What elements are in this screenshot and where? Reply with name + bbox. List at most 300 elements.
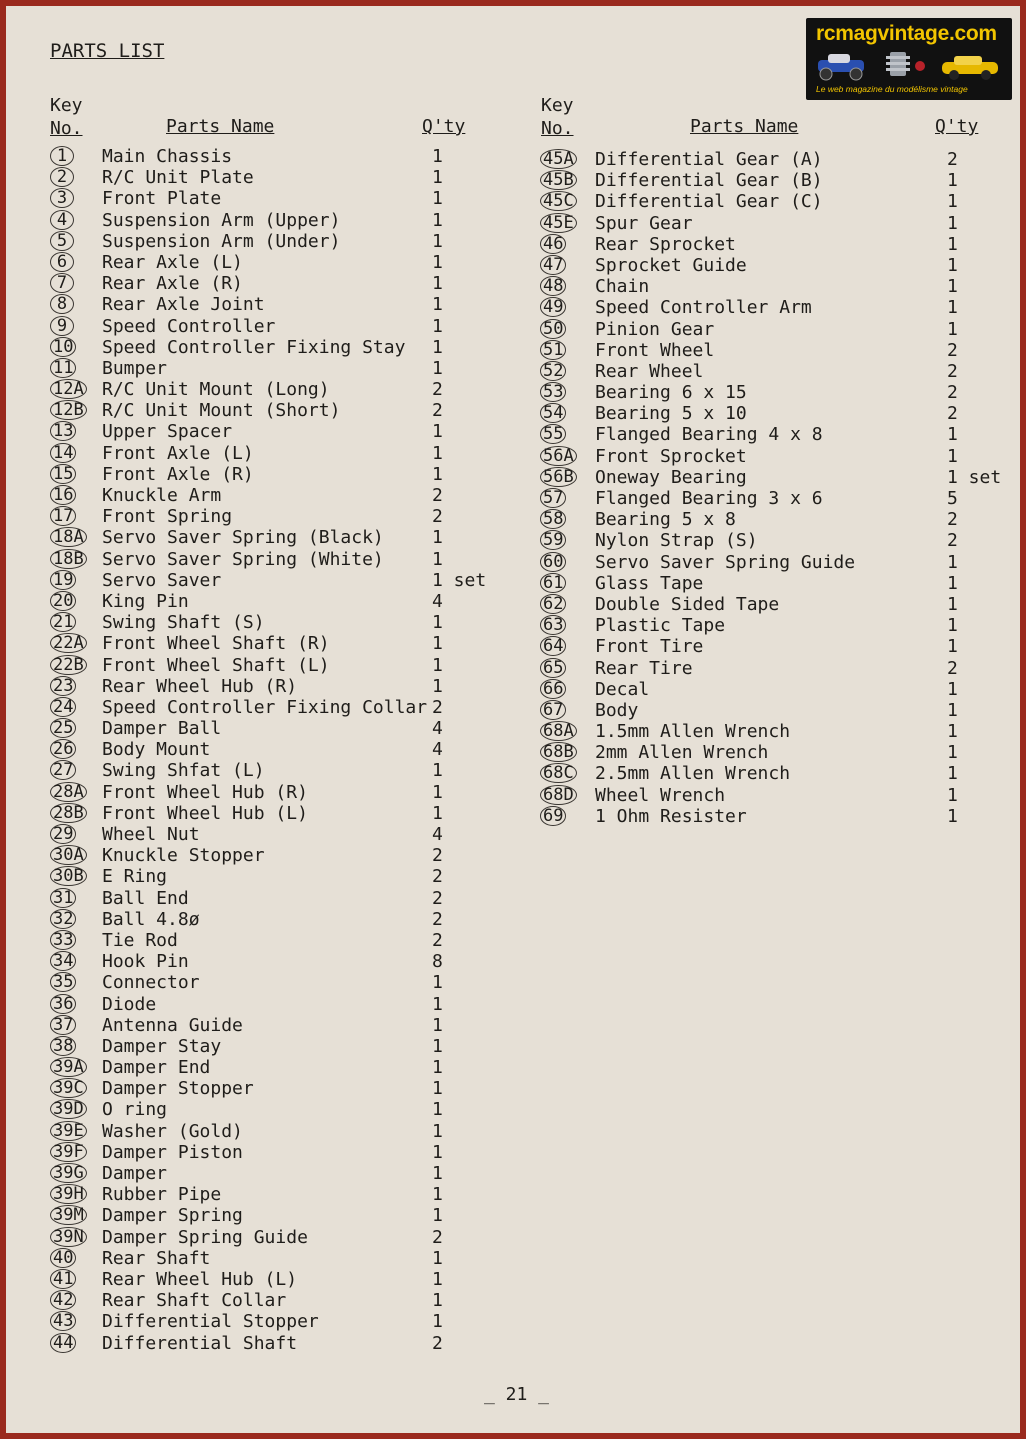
left-parts-list [50,146,510,1354]
part-row [50,252,510,273]
key-number: 60 [540,552,566,572]
part-row [50,655,510,676]
part-row [50,379,510,400]
part-row [50,951,510,972]
key-number: 65 [540,658,566,678]
part-name: Wheel Wrench [595,784,726,806]
part-name: Main Chassis [102,146,233,167]
part-name: Pinion Gear [595,318,715,340]
part-qty: 1 [432,548,443,570]
part-row [50,1184,510,1205]
part-name: Sprocket Guide [595,254,747,276]
part-qty: 2 [947,382,958,404]
page-number: _ 21 _ [484,1384,550,1405]
key-number: 53 [540,382,566,402]
key-number: 45E [540,213,577,233]
part-row [50,782,510,803]
part-row [50,1015,510,1036]
key-number: 64 [540,636,566,656]
part-name: Servo Saver [102,569,222,591]
part-name: Damper Stay [102,1035,222,1057]
part-name: R/C Unit Mount (Short) [102,400,341,422]
part-name: O ring [102,1099,168,1121]
right-parts-list [540,149,1010,827]
part-row [540,721,1010,742]
part-qty: 1 [432,1078,443,1100]
key-number: 47 [540,255,566,275]
part-name: Swing Shfat (L) [102,760,265,782]
part-row [50,612,510,633]
part-row [50,718,510,739]
part-name: Damper Stopper [102,1078,254,1100]
part-name: Front Wheel [595,339,715,361]
part-row [540,149,1010,170]
key-number: 17 [50,506,76,526]
key-number: 16 [50,485,76,505]
part-row [50,1036,510,1057]
part-row [50,866,510,887]
part-qty: 1 [432,1099,443,1121]
part-qty: 2 [432,887,443,909]
key-number: 37 [50,1015,76,1035]
part-qty: 1 [432,357,443,379]
part-row [50,146,510,167]
part-qty: 2 [432,506,443,528]
part-qty: 1 [432,675,443,697]
part-name: Knuckle Stopper [102,845,265,867]
part-row [540,552,1010,573]
part-name: Rear Shaft Collar [102,1290,287,1312]
part-row [540,742,1010,763]
part-row [50,972,510,993]
key-number: 29 [50,824,76,844]
part-row [50,421,510,442]
key-number: 14 [50,443,76,463]
part-qty: 1 [947,763,958,785]
part-qty: 1 [432,188,443,210]
part-row [50,824,510,845]
page-title: PARTS LIST [50,40,165,62]
part-row [50,1290,510,1311]
part-qty: 1 [432,760,443,782]
part-row [50,570,510,591]
part-row [540,319,1010,340]
part-qty: 2 [432,866,443,888]
key-number: 25 [50,718,76,738]
part-name: Damper [102,1163,168,1184]
part-name: E Ring [102,866,168,888]
part-qty: 4 [432,824,443,845]
part-name: Body Mount [102,739,211,761]
part-qty: 2 [432,908,443,930]
part-qty: 2 [947,509,958,531]
part-qty: 1 set [432,569,487,591]
part-row [50,527,510,548]
key-number: 5 [50,231,74,251]
part-row [50,1099,510,1120]
part-row [540,403,1010,424]
part-name: Servo Saver Spring (White) [102,548,384,570]
key-number: 62 [540,594,566,614]
part-name: Rear Wheel Hub (R) [102,675,298,697]
part-qty: 2 [947,403,958,425]
right-qty-header: Q'ty [935,116,979,137]
part-name: Oneway Bearing [595,466,747,488]
key-number: 28B [50,803,87,823]
part-row [540,382,1010,403]
part-name: Front Plate [102,188,222,210]
part-row [50,294,510,315]
document-page [6,6,1020,1433]
part-name: Flanged Bearing 4 x 8 [595,424,823,446]
part-name: 2mm Allen Wrench [595,742,769,764]
part-row [540,340,1010,361]
part-qty: 1 [947,699,958,721]
part-row [540,170,1010,191]
key-header-line2: No. [50,118,83,139]
part-row [50,506,510,527]
part-row [50,443,510,464]
key-number: 39M [50,1205,87,1225]
key-number: 36 [50,994,76,1014]
part-row [50,1311,510,1332]
part-name: Rear Wheel [595,360,704,382]
part-row [50,485,510,506]
part-row [540,700,1010,721]
part-name: Antenna Guide [102,1014,243,1036]
part-qty: 2 [947,339,958,361]
key-number: 55 [540,424,566,444]
part-qty: 1 [947,784,958,806]
part-row [50,464,510,485]
key-number: 6 [50,252,74,272]
part-row [540,530,1010,551]
part-qty: 1 [432,1247,443,1269]
part-qty: 1 [947,721,958,743]
left-key-header [50,94,83,140]
key-number: 59 [540,530,566,550]
part-name: Damper Spring Guide [102,1226,308,1248]
part-row [50,803,510,824]
key-number: 22A [50,633,87,653]
part-row [50,1205,510,1226]
part-qty: 4 [432,739,443,761]
part-qty: 1 [432,294,443,316]
key-number: 23 [50,676,76,696]
right-key-header [541,94,574,140]
part-qty: 2 [947,530,958,552]
key-number: 39G [50,1163,87,1183]
part-row [50,337,510,358]
part-row [50,273,510,294]
part-name: Front Wheel Hub (L) [102,802,308,824]
part-row [50,845,510,866]
logo-title: rcmagvintage.com [816,22,997,45]
part-qty: 8 [432,951,443,973]
part-row [540,679,1010,700]
part-name: Speed Controller Fixing Stay [102,336,406,358]
part-qty: 1 [432,315,443,337]
key-number: 1 [50,146,74,166]
part-qty: 1 [947,170,958,192]
key-number: 11 [50,358,76,378]
part-qty: 1 [432,1035,443,1057]
part-qty: 1 [947,233,958,255]
logo-tagline: Le web magazine du modélisme vintage [816,84,968,94]
part-qty: 2 [947,657,958,679]
part-name: Swing Shaft (S) [102,612,265,634]
part-qty: 1 [947,805,958,827]
part-name: Bumper [102,357,168,379]
part-row [540,276,1010,297]
key-number: 34 [50,951,76,971]
vintage-models-icon [814,48,1004,82]
part-name: Rear Wheel Hub (L) [102,1268,298,1290]
left-qty-header: Q'ty [422,116,466,137]
part-qty: 2 [432,1332,443,1354]
part-qty: 1 [947,445,958,467]
key-number: 45C [540,191,577,211]
key-number: 10 [50,337,76,357]
part-name: Front Sprocket [595,445,747,467]
key-number: 68C [540,763,577,783]
part-qty: 2 [947,149,958,170]
part-qty: 1 [432,1057,443,1079]
key-number: 57 [540,488,566,508]
key-number: 8 [50,294,74,314]
part-row [540,488,1010,509]
part-qty: 5 [947,488,958,509]
part-name: Front Tire [595,636,704,658]
key-number: 30B [50,866,87,886]
key-number: 13 [50,421,76,441]
part-name: Rear Axle (R) [102,273,243,295]
key-number: 41 [50,1269,76,1289]
part-row [540,615,1010,636]
part-name: Spur Gear [595,212,693,234]
part-row [50,167,510,188]
part-row [50,316,510,337]
key-number: 56A [540,446,577,466]
part-qty: 2 [432,696,443,718]
part-row [540,255,1010,276]
part-name: Differential Shaft [102,1332,298,1354]
key-number: 56B [540,467,577,487]
part-qty: 1 [432,442,443,464]
part-qty: 2 [432,400,443,422]
part-qty: 1 [947,551,958,573]
part-name: Nylon Strap (S) [595,530,758,552]
part-name: Washer (Gold) [102,1120,243,1142]
part-name: Body [595,699,639,721]
part-row [50,358,510,379]
part-qty: 1 [947,191,958,213]
part-row [50,930,510,951]
part-name: Damper Spring [102,1205,243,1227]
part-qty: 1 [947,572,958,594]
part-qty: 1 [947,297,958,319]
part-row [50,188,510,209]
key-number: 7 [50,273,74,293]
key-number: 9 [50,316,74,336]
key-number: 45A [540,149,577,169]
part-qty: 1 [432,463,443,485]
part-qty: 1 [432,146,443,167]
part-qty: 1 [947,254,958,276]
key-number: 68D [540,785,577,805]
part-name: King Pin [102,590,189,612]
key-number: 51 [540,340,566,360]
part-name: Ball End [102,887,189,909]
part-row [50,676,510,697]
part-row [540,573,1010,594]
key-number: 49 [540,297,566,317]
part-name: R/C Unit Plate [102,167,254,189]
part-qty: 1 [432,1184,443,1206]
part-name: Front Wheel Hub (R) [102,781,308,803]
key-number: 30A [50,845,87,865]
key-number: 39E [50,1121,87,1141]
part-row [50,1121,510,1142]
key-number: 69 [540,806,566,826]
part-name: R/C Unit Mount (Long) [102,379,330,401]
key-number: 43 [50,1311,76,1331]
part-name: Front Wheel Shaft (L) [102,654,330,676]
part-row [50,400,510,421]
part-qty: 1 [947,424,958,446]
part-qty: 4 [432,718,443,740]
key-number: 3 [50,188,74,208]
part-name: Wheel Nut [102,824,200,845]
part-name: Front Wheel Shaft (R) [102,633,330,655]
part-name: Flanged Bearing 3 x 6 [595,488,823,509]
part-name: Rear Axle Joint [102,294,265,316]
key-number: 61 [540,573,566,593]
part-row [540,213,1010,234]
part-name: Damper Ball [102,718,222,740]
left-parts-name-header: Parts Name [166,116,275,137]
part-name: Double Sided Tape [595,593,780,615]
part-name: Bearing 5 x 8 [595,509,736,531]
part-qty: 1 [947,678,958,700]
part-qty: 1 [947,276,958,298]
part-qty: 1 [432,802,443,824]
part-row [50,1248,510,1269]
key-number: 46 [540,234,566,254]
part-name: 2.5mm Allen Wrench [595,763,791,785]
key-number: 19 [50,570,76,590]
key-number: 35 [50,972,76,992]
part-name: Hook Pin [102,951,189,973]
part-name: Connector [102,972,200,994]
key-number: 2 [50,167,74,187]
part-name: Speed Controller Fixing Collar [102,696,428,718]
part-qty: 2 [432,845,443,867]
key-number: 67 [540,700,566,720]
part-name: 1.5mm Allen Wrench [595,721,791,743]
part-qty: 1 set [947,466,1002,488]
part-row [540,763,1010,784]
part-name: Damper Piston [102,1141,243,1163]
key-number: 44 [50,1333,76,1353]
part-row [50,1227,510,1248]
part-row [540,594,1010,615]
part-row [540,785,1010,806]
key-number: 68A [540,721,577,741]
car-icon [942,56,998,80]
right-parts-name-header: Parts Name [690,116,799,137]
part-qty: 1 [432,251,443,273]
part-row [50,1142,510,1163]
key-number: 24 [50,697,76,717]
part-row [50,994,510,1015]
part-name: Differential Stopper [102,1311,319,1333]
part-name: Rear Axle (L) [102,251,243,273]
part-name: Damper End [102,1057,211,1079]
part-name: Glass Tape [595,572,704,594]
part-row [50,697,510,718]
part-row [540,191,1010,212]
part-qty: 1 [947,593,958,615]
part-name: Rear Sprocket [595,233,736,255]
key-number: 40 [50,1248,76,1268]
part-row [540,806,1010,827]
part-name: Ball 4.8ø [102,908,200,930]
part-row [540,361,1010,382]
part-row [50,909,510,930]
part-name: Knuckle Arm [102,485,222,506]
part-qty: 1 [432,972,443,994]
key-number: 39H [50,1184,87,1204]
part-qty: 1 [432,230,443,252]
part-row [50,1163,510,1184]
part-row [540,636,1010,657]
part-qty: 1 [432,1311,443,1333]
key-number: 39D [50,1099,87,1119]
part-row [50,210,510,231]
part-name: Speed Controller [102,315,276,337]
buggy-icon [818,54,864,80]
part-name: Servo Saver Spring Guide [595,551,856,573]
key-number: 39A [50,1057,87,1077]
part-row [50,739,510,760]
key-number: 39N [50,1227,87,1247]
part-row [50,1078,510,1099]
part-row [50,591,510,612]
part-row [50,231,510,252]
part-name: Rear Shaft [102,1247,211,1269]
key-header-line1: Key [50,95,83,116]
part-qty: 1 [432,1268,443,1290]
part-qty: 1 [432,1014,443,1036]
site-logo[interactable] [806,18,1012,100]
part-qty: 1 [432,1120,443,1142]
part-row [50,760,510,781]
part-row [540,446,1010,467]
part-row [540,509,1010,530]
key-number: 45B [540,170,577,190]
part-name: 1 Ohm Resister [595,805,747,827]
part-name: Suspension Arm (Upper) [102,209,341,231]
part-name: Differential Gear (C) [595,191,823,213]
part-qty: 1 [432,336,443,358]
part-qty: 2 [432,379,443,401]
key-number: 27 [50,760,76,780]
key-header-line2: No. [541,118,574,139]
part-qty: 4 [432,590,443,612]
part-qty: 2 [432,1226,443,1248]
part-name: Servo Saver Spring (Black) [102,527,384,549]
